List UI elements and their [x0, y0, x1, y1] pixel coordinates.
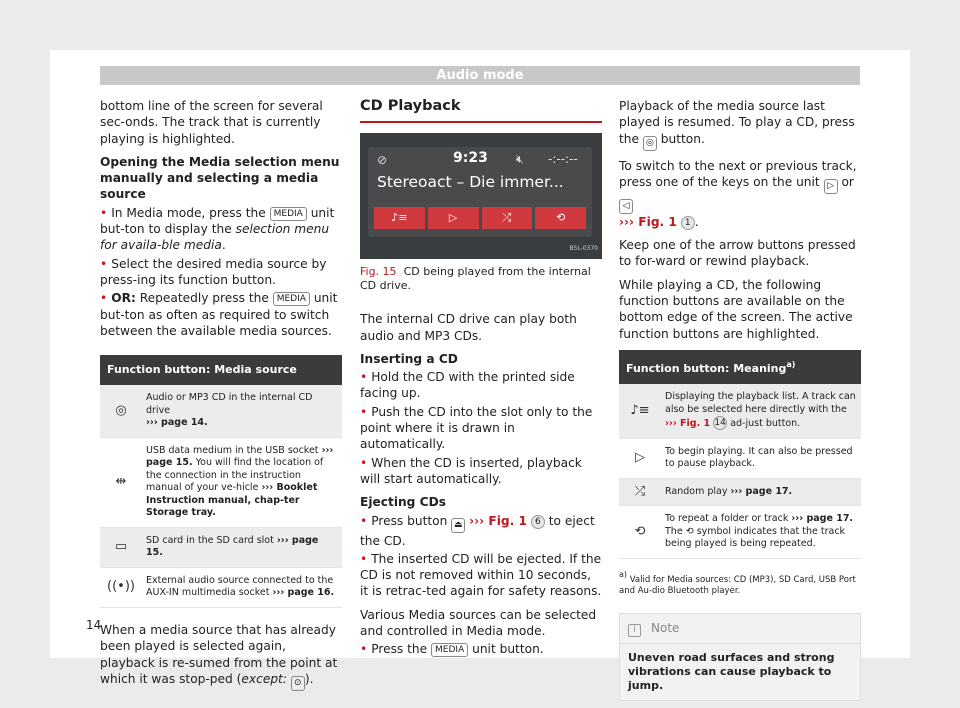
table-row: ▷ To begin playing. It can also be pressed to pause playback.: [619, 438, 861, 478]
media-key-icon: MEDIA: [431, 643, 468, 657]
bullet-item: • When the CD is inserted, playback will start automatically.: [360, 455, 582, 486]
shuffle-icon: ⤮: [619, 478, 661, 506]
page-header: Audio mode: [100, 66, 860, 85]
footnote: a) Valid for Media sources: CD (MP3), SD Card, USB Port and Au-dio Bluetooth player.: [619, 569, 856, 596]
column-2: [360, 98, 602, 660]
column-3: [619, 98, 861, 701]
table-row: ⇹ USB data medium in the USB socket ››› page 15. You will find the location of the connection in the instruction manual of your ve-hicle ››› Booklet Instruction manual, chap-ter Storage tray.: [100, 437, 342, 527]
bullet-icon: •: [360, 551, 368, 566]
callout-number: 6: [531, 515, 545, 529]
paragraph: To switch to the next or previous track, press one of the keys on the unit ▷ or ◁ ››› Fig. 1 1 .: [619, 158, 857, 229]
sd-card-icon: ▭: [100, 527, 142, 567]
media-key-icon: MEDIA: [270, 207, 307, 221]
note-box: [619, 613, 861, 701]
aux-key-icon: ⊙: [291, 676, 305, 691]
figure-caption: Fig. 15 CD being played from the internal CD drive.: [360, 265, 591, 293]
section-heading: Ejecting CDs: [360, 495, 446, 510]
mute-icon: 🔇︎: [516, 152, 524, 167]
table-row: ((•)) External audio source connected to the AUX-IN multimedia socket ››› page 16.: [100, 567, 342, 607]
repeat-button[interactable]: ⟲: [535, 207, 586, 229]
bullet-icon: •: [100, 291, 108, 306]
playlist-icon: ♪≡: [619, 384, 661, 438]
next-key-icon: ▷: [824, 179, 838, 194]
bullet-icon: •: [360, 513, 368, 528]
bullet-item: • In Media mode, press the MEDIA unit but-ton to display the selection menu for availa-ble media.: [100, 205, 335, 253]
media-key-icon: MEDIA: [273, 292, 310, 306]
bullet-icon: •: [100, 205, 108, 220]
cd-key-icon: ◎: [643, 136, 657, 151]
section-heading: Inserting a CD: [360, 351, 458, 366]
figure-code: B5L-0370: [569, 245, 598, 252]
table-header: Function button: Meaning$^{a)}$: [619, 350, 861, 384]
paragraph: When a media source that has already been played is selected again, playback is re-sumed from the point at which it was stop-ped (except: ⊙ ).: [100, 622, 342, 691]
usb-icon: ⇹: [100, 437, 142, 527]
aux-in-icon: ((•)): [100, 567, 142, 607]
cd-icon: ◎: [100, 385, 142, 437]
table-row: ⟲ To repeat a folder or track ››› page 17. The ⟲ symbol indicates that the track being played is being repeated.: [619, 506, 861, 559]
bullet-icon: •: [360, 455, 368, 470]
page-number: 14: [86, 618, 102, 632]
bullet-item: • Press the MEDIA unit button.: [360, 642, 544, 657]
play-button[interactable]: ▷: [428, 207, 479, 229]
paragraph: bottom line of the screen for several sec-onds. The track that is currently playing is highlighted.: [100, 99, 323, 146]
table-row: ▭ SD card in the SD card slot ››› page 15.: [100, 527, 342, 567]
cd-icon: ⊘: [377, 153, 388, 168]
temperature-placeholder: -:--:--: [548, 152, 578, 167]
repeat-icon: ⟲: [619, 506, 661, 559]
table-row: ◎ Audio or MP3 CD in the internal CD drive ››› page 14.: [100, 385, 342, 437]
clock: 9:23: [453, 150, 488, 167]
repeat-icon: ⟲: [685, 525, 694, 537]
eject-key-icon: ⏏: [451, 518, 465, 533]
callout-number: 14: [714, 418, 726, 429]
bullet-icon: •: [360, 404, 368, 419]
play-icon: ▷: [619, 438, 661, 478]
paragraph: Playback of the media source last played is resumed. To play a CD, press the ◎ button.: [619, 98, 861, 151]
track-title: Stereoact – Die immer...: [377, 173, 564, 192]
function-bar: [374, 207, 586, 229]
callout-number: 1: [681, 216, 695, 230]
paragraph: Various Media sources can be selected and controlled in Media mode.: [360, 607, 597, 639]
cd-playback-figure: [360, 133, 602, 259]
bullet-item: • OR: Repeatedly press the MEDIA unit but-ton as often as required to switch between the available media sources.: [100, 291, 338, 338]
note-body: Uneven road surfaces and strong vibrations can cause playback to jump.: [628, 650, 835, 692]
shuffle-button[interactable]: ⤮: [482, 207, 533, 229]
column-1: [100, 98, 342, 698]
bullet-item: • Hold the CD with the printed side facing up.: [360, 370, 575, 401]
bullet-icon: •: [360, 370, 368, 385]
previous-key-icon: ◁: [619, 199, 633, 214]
bullet-icon: •: [360, 642, 368, 657]
bullet-item: • Select the desired media source by press-ing its function button.: [100, 256, 327, 287]
bullet-item: • The inserted CD will be ejected. If the CD is not removed within 10 seconds, it is retrac-ted again for safety reasons.: [360, 551, 602, 599]
paragraph: Keep one of the arrow buttons pressed to for-ward or rewind playback.: [619, 238, 856, 269]
table-row: ♪≡ Displaying the playback list. A track can also be selected here directly with the ››› Fig. 1 14 ad-just button.: [619, 384, 861, 438]
paragraph: The internal CD drive can play both audio and MP3 CDs.: [360, 312, 577, 343]
table-header: Function button: Media source: [100, 355, 342, 385]
section-heading: Opening the Media selection menu manually and selecting a media source: [100, 154, 340, 202]
function-button-table: [619, 350, 861, 559]
playlist-button[interactable]: ♪≡: [374, 207, 425, 229]
media-source-table: [100, 355, 342, 608]
bullet-item: • Press button ⏏ ››› Fig. 1 6 to eject the CD.: [360, 513, 595, 548]
info-icon: i: [628, 624, 641, 637]
section-title: CD Playback: [360, 98, 602, 123]
note-header: i Note: [620, 614, 860, 644]
bullet-icon: •: [100, 256, 108, 271]
paragraph: While playing a CD, the following function buttons are available on the bottom edge of the screen. The active function buttons are highlighted.: [619, 277, 853, 341]
bullet-item: • Push the CD into the slot only to the point where it is drawn in automatically.: [360, 404, 593, 452]
table-row: ⤮ Random play ››› page 17.: [619, 478, 861, 506]
